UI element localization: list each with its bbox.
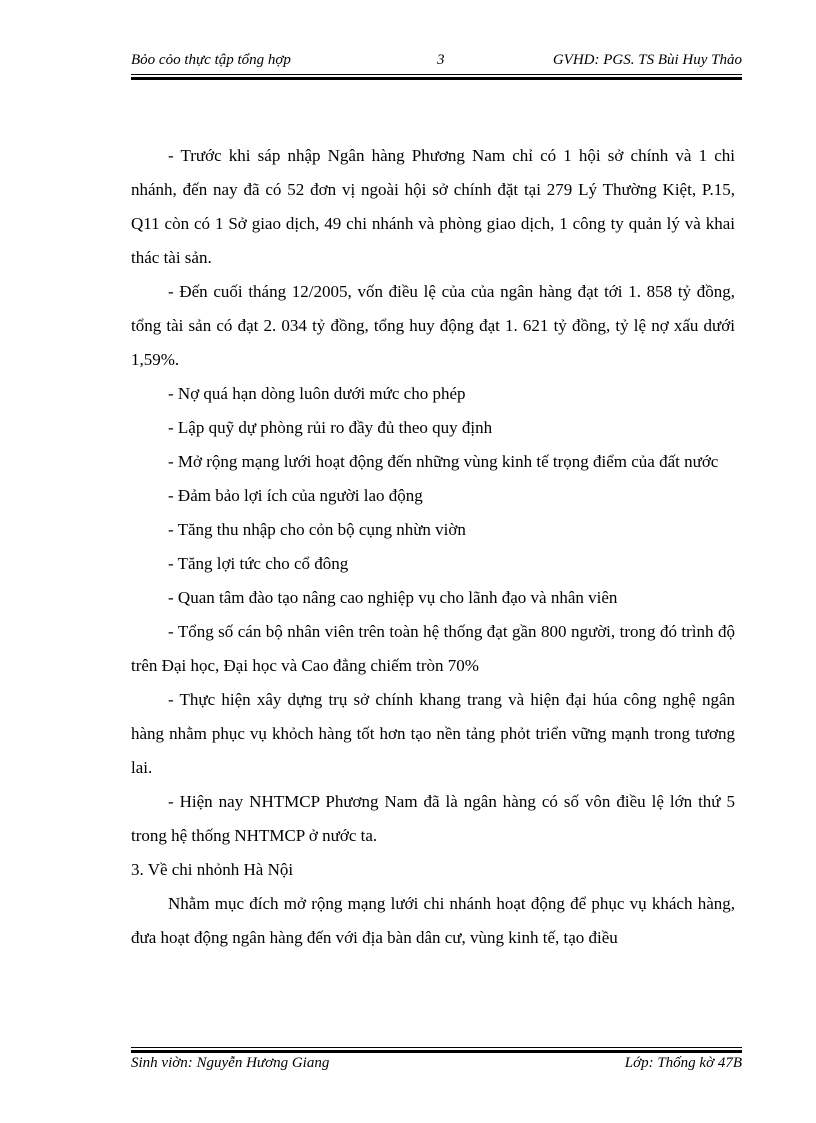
section-heading: 3. Về chi nhỏnh Hà Nội [131, 860, 294, 879]
body-paragraph: - Quan tâm đào tạo nâng cao nghiệp vụ cho lãnh đạo và nhân viên [168, 588, 618, 607]
body-paragraph: - Đảm bảo lợi ích của người lao động [168, 486, 423, 505]
header-advisor: GVHD: PGS. TS Bùi Huy Thảo [552, 52, 742, 68]
body-paragraph: - Thực hiện xây dựng trụ sở chính khang trang và hiện đại húa công nghệ ngân hàng nhằm phục vụ khỏch hàng tốt hơn tạo nền tảng phỏt triển vững mạnh trong tương lai. [131, 690, 735, 777]
body-paragraph: - Tăng lợi tức cho cổ đông [168, 554, 349, 573]
page-body [131, 139, 735, 955]
body-paragraph: - Tổng số cán bộ nhân viên trên toàn hệ thống đạt gần 800 người, trong đó trình độ trên Đại học, Đại học và Cao đẳng chiếm tròn 70% [131, 622, 735, 675]
header-divider [131, 74, 742, 80]
body-paragraph: - Lập quỹ dự phòng rủi ro đầy đủ theo quy định [168, 418, 493, 437]
body-paragraph: - Nợ quá hạn dòng luôn dưới mức cho phép [168, 384, 466, 403]
body-paragraph: - Mở rộng mạng lưới hoạt động đến những vùng kinh tế trọng điểm của đất nước [168, 452, 719, 471]
body-paragraph: - Tăng thu nhập cho cỏn bộ cụng nhừn viờn [168, 520, 466, 539]
header-page-number: 3 [437, 52, 445, 68]
footer-student: Sinh viờn: Nguyễn Hương Giang [131, 1055, 330, 1071]
body-paragraph: - Trước khi sáp nhập Ngân hàng Phương Nam chỉ có 1 hội sở chính và 1 chi nhánh, đến nay đã có 52 đơn vị ngoài hội sở chính đặt tại 279 Lý Thường Kiệt, P.15, Q11 còn có 1 Sở giao dịch, 49 chi nhánh và phòng giao dịch, 1 công ty quản lý và khai thác tài sản. [131, 146, 735, 267]
page-header [131, 52, 742, 74]
header-report-title: Bỏo cỏo thực tập tổng hợp [131, 52, 291, 68]
footer-class: Lớp: Thống kờ 47B [624, 1055, 742, 1071]
footer-divider [131, 1047, 742, 1053]
body-paragraph: - Đến cuối tháng 12/2005, vốn điều lệ của của ngân hàng đạt tới 1. 858 tỷ đồng, tổng tài sản có đạt 2. 034 tỷ đồng, tổng huy động đạt 1. 621 tỷ đồng, tỷ lệ nợ xấu dưới 1,59%. [131, 282, 735, 369]
body-paragraph: - Hiện nay NHTMCP Phương Nam đã là ngân hàng có số vôn điều lệ lớn thứ 5 trong hệ thống NHTMCP ở nước ta. [131, 792, 735, 845]
page-footer [131, 1055, 742, 1077]
body-paragraph: Nhằm mục đích mở rộng mạng lưới chi nhánh hoạt động để phục vụ khách hàng, đưa hoạt động ngân hàng đến với địa bàn dân cư, vùng kinh tế, tạo điều [131, 894, 735, 947]
